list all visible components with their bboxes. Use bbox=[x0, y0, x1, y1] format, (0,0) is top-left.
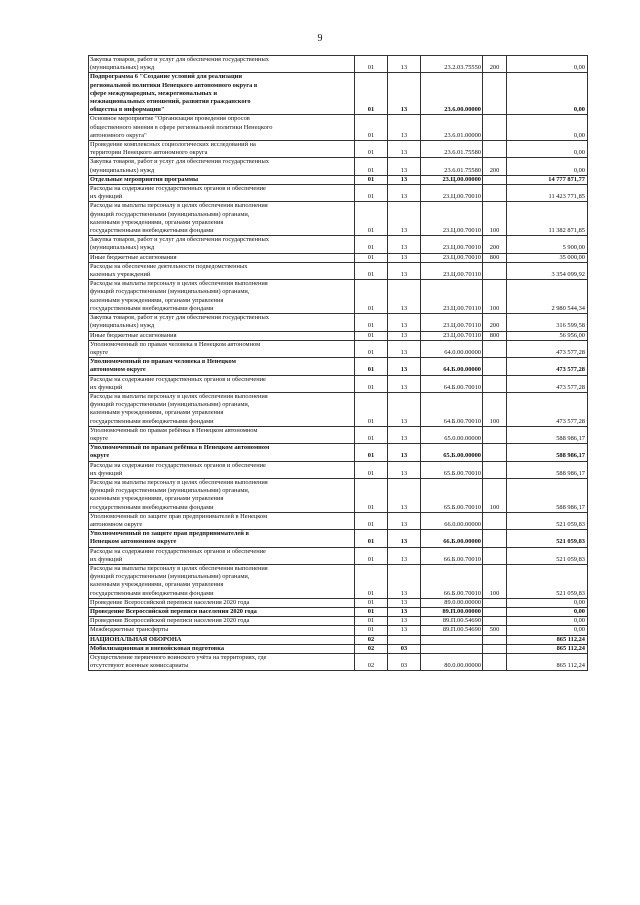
row-name-cell bbox=[89, 564, 355, 598]
subsection-code-cell: 13 bbox=[388, 158, 421, 175]
subsection-code-cell: 13 bbox=[388, 115, 421, 141]
expense-type-cell bbox=[483, 115, 507, 141]
row-name-text: Закупка товаров, работ и услуг для обеспечения государственных (муниципальных) нужд bbox=[90, 314, 269, 330]
row-name-text: Иные бюджетные ассигнования bbox=[90, 253, 177, 261]
subsection-code-cell: 13 bbox=[388, 73, 421, 115]
row-name-text: Расходы на содержание государственных органов и обеспечение их функций bbox=[90, 461, 266, 477]
row-name-cell bbox=[89, 426, 355, 443]
row-name-text: НАЦИОНАЛЬНАЯ ОБОРОНА bbox=[90, 635, 182, 643]
table-row bbox=[89, 262, 588, 279]
table-row bbox=[89, 478, 588, 512]
expense-type-cell: 100 bbox=[483, 478, 507, 512]
section-code-cell: 01 bbox=[355, 444, 388, 461]
amount-cell: 0,00 bbox=[507, 73, 588, 115]
subsection-code-cell: 13 bbox=[388, 236, 421, 253]
row-name-cell bbox=[89, 635, 355, 644]
table-row bbox=[89, 530, 588, 547]
expense-type-cell: 200 bbox=[483, 314, 507, 331]
row-name-text: Межбюджетные трансферты bbox=[90, 626, 169, 634]
table-row bbox=[89, 512, 588, 529]
amount-cell: 0,00 bbox=[507, 626, 588, 635]
row-name-cell bbox=[89, 253, 355, 262]
expense-type-cell: 200 bbox=[483, 236, 507, 253]
table-row bbox=[89, 280, 588, 314]
amount-cell: 588 986,17 bbox=[507, 426, 588, 443]
section-code-cell: 01 bbox=[355, 608, 388, 617]
amount-cell: 865 112,24 bbox=[507, 635, 588, 644]
row-name-text: Расходы на выплаты персоналу в целях обеспечения выполнения функций государственными (муниципальными) органами, казенными учреждениями, органами управления государственными внебюджетными фондами bbox=[90, 564, 268, 597]
row-name-text: Расходы на содержание государственных органов и обеспечение их функций bbox=[90, 185, 266, 201]
amount-cell: 5 900,00 bbox=[507, 236, 588, 253]
section-code-cell: 01 bbox=[355, 340, 388, 357]
table-row bbox=[89, 175, 588, 184]
subsection-code-cell: 13 bbox=[388, 202, 421, 236]
expense-type-cell bbox=[483, 512, 507, 529]
subsection-code-cell: 13 bbox=[388, 331, 421, 340]
amount-cell: 865 112,24 bbox=[507, 654, 588, 671]
amount-cell: 0,00 bbox=[507, 608, 588, 617]
row-name-text: Расходы на выплаты персоналу в целях обеспечения выполнения функций государственными (муниципальными) органами, казенными учреждениями, органами управления государственными внебюджетными фондами bbox=[90, 392, 268, 425]
section-code-cell: 01 bbox=[355, 73, 388, 115]
amount-cell: 3 354 099,92 bbox=[507, 262, 588, 279]
row-name-text: Мобилизационная и вневойсковая подготовка bbox=[90, 644, 225, 652]
subsection-code-cell: 13 bbox=[388, 141, 421, 158]
expense-type-cell bbox=[483, 547, 507, 564]
section-code-cell: 01 bbox=[355, 253, 388, 262]
expense-type-cell: 100 bbox=[483, 564, 507, 598]
row-name-cell bbox=[89, 547, 355, 564]
row-name-cell bbox=[89, 280, 355, 314]
row-name-text: Осуществление первичного воинского учёта на территориях, где отсутствуют военные комиссариаты bbox=[90, 654, 267, 670]
row-name-cell bbox=[89, 331, 355, 340]
subsection-code-cell: 13 bbox=[388, 280, 421, 314]
section-code-cell: 01 bbox=[355, 426, 388, 443]
amount-cell: 316 599,58 bbox=[507, 314, 588, 331]
row-name-cell bbox=[89, 202, 355, 236]
row-name-cell bbox=[89, 175, 355, 184]
expense-type-cell bbox=[483, 185, 507, 202]
table-row bbox=[89, 236, 588, 253]
section-code-cell: 02 bbox=[355, 644, 388, 653]
section-code-cell: 01 bbox=[355, 530, 388, 547]
section-code-cell: 01 bbox=[355, 626, 388, 635]
subsection-code-cell: 13 bbox=[388, 426, 421, 443]
expense-type-cell: 500 bbox=[483, 626, 507, 635]
target-code-cell: 66.Б.00.00000 bbox=[421, 530, 483, 547]
subsection-code-cell: 13 bbox=[388, 340, 421, 357]
target-code-cell: 23.Ц.00.00000 bbox=[421, 175, 483, 184]
expense-type-cell: 100 bbox=[483, 392, 507, 426]
row-name-text: Уполномоченный по правам ребёнка в Ненецком автономном округе bbox=[90, 444, 270, 460]
section-code-cell: 01 bbox=[355, 461, 388, 478]
row-name-text: Закупка товаров, работ и услуг для обеспечения государственных (муниципальных) нужд bbox=[90, 236, 269, 252]
amount-cell: 521 059,83 bbox=[507, 564, 588, 598]
expense-type-cell: 800 bbox=[483, 253, 507, 262]
target-code-cell: 23.6.01.75580 bbox=[421, 158, 483, 175]
table-row bbox=[89, 56, 588, 73]
table-row bbox=[89, 564, 588, 598]
amount-cell: 0,00 bbox=[507, 158, 588, 175]
subsection-code-cell: 13 bbox=[388, 262, 421, 279]
target-code-cell: 89.П.00.54690 bbox=[421, 626, 483, 635]
amount-cell: 0,00 bbox=[507, 617, 588, 626]
amount-cell: 14 777 871,77 bbox=[507, 175, 588, 184]
row-name-cell bbox=[89, 158, 355, 175]
target-code-cell: 23.Ц.00.70110 bbox=[421, 262, 483, 279]
section-code-cell: 01 bbox=[355, 280, 388, 314]
target-code-cell: 23.Ц.00.70010 bbox=[421, 202, 483, 236]
row-name-text: Отдельные мероприятия программы bbox=[90, 175, 199, 183]
row-name-cell bbox=[89, 608, 355, 617]
row-name-text: Иные бюджетные ассигнования bbox=[90, 331, 177, 339]
section-code-cell: 01 bbox=[355, 564, 388, 598]
target-code-cell: 66.0.00.00000 bbox=[421, 512, 483, 529]
row-name-cell bbox=[89, 141, 355, 158]
table-row bbox=[89, 654, 588, 671]
table-row bbox=[89, 358, 588, 375]
target-code-cell: 23.6.01.00000 bbox=[421, 115, 483, 141]
amount-cell: 865 112,24 bbox=[507, 644, 588, 653]
target-code-cell bbox=[421, 644, 483, 653]
target-code-cell: 64.Б.00.70010 bbox=[421, 375, 483, 392]
table-row bbox=[89, 253, 588, 262]
subsection-code-cell: 13 bbox=[388, 512, 421, 529]
row-name-cell bbox=[89, 392, 355, 426]
subsection-code-cell: 13 bbox=[388, 626, 421, 635]
target-code-cell: 23.Ц.00.70110 bbox=[421, 280, 483, 314]
table-row bbox=[89, 617, 588, 626]
target-code-cell bbox=[421, 635, 483, 644]
subsection-code-cell: 13 bbox=[388, 461, 421, 478]
amount-cell: 521 059,83 bbox=[507, 512, 588, 529]
row-name-text: Уполномоченный по правам ребёнка в Ненецком автономном округе bbox=[90, 426, 258, 442]
subsection-code-cell: 03 bbox=[388, 644, 421, 653]
section-code-cell: 01 bbox=[355, 375, 388, 392]
row-name-text: Закупка товаров, работ и услуг для обеспечения государственных (муниципальных) нужд bbox=[90, 158, 269, 174]
subsection-code-cell: 13 bbox=[388, 478, 421, 512]
row-name-cell bbox=[89, 617, 355, 626]
target-code-cell: 64.Б.00.70010 bbox=[421, 392, 483, 426]
subsection-code-cell: 13 bbox=[388, 314, 421, 331]
row-name-cell bbox=[89, 73, 355, 115]
expense-type-cell bbox=[483, 444, 507, 461]
expense-type-cell bbox=[483, 644, 507, 653]
expense-type-cell bbox=[483, 141, 507, 158]
row-name-text: Расходы на выплаты персоналу в целях обеспечения выполнения функций государственными (муниципальными) органами, казенными учреждениями, органами управления государственными внебюджетными фондами bbox=[90, 280, 268, 312]
row-name-cell bbox=[89, 598, 355, 607]
target-code-cell: 23.Ц.00.70010 bbox=[421, 253, 483, 262]
expense-type-cell bbox=[483, 461, 507, 478]
amount-cell: 0,00 bbox=[507, 598, 588, 607]
expense-type-cell bbox=[483, 608, 507, 617]
row-name-text: Основное мероприятие "Организация проведения опросов общественного мнения в сфере региональной политики Ненецкого автономного округа" bbox=[90, 115, 273, 139]
table-row bbox=[89, 444, 588, 461]
table-row bbox=[89, 635, 588, 644]
row-name-text: Закупка товаров, работ и услуг для обеспечения государственных (муниципальных) нужд bbox=[90, 56, 269, 72]
row-name-text: Уполномоченный по правам человека в Ненецком автономном округе bbox=[90, 358, 236, 374]
row-name-cell bbox=[89, 512, 355, 529]
table-row bbox=[89, 547, 588, 564]
target-code-cell: 65.Б.00.70010 bbox=[421, 478, 483, 512]
expense-type-cell bbox=[483, 635, 507, 644]
table-row bbox=[89, 426, 588, 443]
expense-type-cell: 200 bbox=[483, 56, 507, 73]
row-name-text: Уполномоченный по защите прав предпринимателей в Ненецком автономном округе bbox=[90, 512, 268, 528]
target-code-cell: 23.Ц.00.70110 bbox=[421, 314, 483, 331]
table-row bbox=[89, 202, 588, 236]
table-row bbox=[89, 158, 588, 175]
row-name-text: Расходы на обеспечение деятельности подведомственных казенных учреждений bbox=[90, 262, 248, 279]
row-name-text: Проведение Всероссийской переписи населения 2020 года bbox=[90, 598, 250, 606]
subsection-code-cell: 13 bbox=[388, 253, 421, 262]
amount-cell: 588 986,17 bbox=[507, 444, 588, 461]
expense-type-cell bbox=[483, 175, 507, 184]
expense-type-cell bbox=[483, 530, 507, 547]
target-code-cell: 23.6.01.75580 bbox=[421, 141, 483, 158]
amount-cell: 0,00 bbox=[507, 141, 588, 158]
section-code-cell: 01 bbox=[355, 141, 388, 158]
table-row bbox=[89, 598, 588, 607]
section-code-cell: 01 bbox=[355, 392, 388, 426]
table-row bbox=[89, 115, 588, 141]
row-name-cell bbox=[89, 626, 355, 635]
target-code-cell: 23.6.00.00000 bbox=[421, 73, 483, 115]
subsection-code-cell: 13 bbox=[388, 564, 421, 598]
section-code-cell: 01 bbox=[355, 236, 388, 253]
row-name-cell bbox=[89, 236, 355, 253]
row-name-text: Расходы на выплаты персоналу в целях обеспечения выполнения функций государственными (муниципальными) органами, казенными учреждениями, органами управления государственными внебюджетными фондами bbox=[90, 478, 268, 511]
table-row bbox=[89, 340, 588, 357]
table-row bbox=[89, 314, 588, 331]
budget-table bbox=[88, 55, 588, 671]
expense-type-cell: 100 bbox=[483, 280, 507, 314]
row-name-text: Уполномоченный по правам человека в Ненецком автономном округе bbox=[90, 340, 261, 356]
subsection-code-cell: 13 bbox=[388, 358, 421, 375]
section-code-cell: 01 bbox=[355, 617, 388, 626]
expense-type-cell bbox=[483, 358, 507, 375]
expense-type-cell: 100 bbox=[483, 202, 507, 236]
subsection-code-cell: 13 bbox=[388, 617, 421, 626]
target-code-cell: 89.0.00.00000 bbox=[421, 598, 483, 607]
row-name-cell bbox=[89, 530, 355, 547]
expense-type-cell bbox=[483, 262, 507, 279]
amount-cell: 0,00 bbox=[507, 115, 588, 141]
target-code-cell: 65.Б.00.70010 bbox=[421, 461, 483, 478]
row-name-text: Расходы на выплаты персоналу в целях обеспечения выполнения функций государственными (муниципальными) органами, казенными учреждениями, органами управления государственными внебюджетными фондами bbox=[90, 202, 268, 235]
row-name-cell bbox=[89, 375, 355, 392]
row-name-text: Проведение Всероссийской переписи населения 2020 года bbox=[90, 617, 250, 625]
target-code-cell: 65.0.00.00000 bbox=[421, 426, 483, 443]
table-row bbox=[89, 392, 588, 426]
expense-type-cell: 800 bbox=[483, 331, 507, 340]
target-code-cell: 23.Ц.00.70110 bbox=[421, 331, 483, 340]
subsection-code-cell: 13 bbox=[388, 175, 421, 184]
subsection-code-cell: 03 bbox=[388, 654, 421, 671]
amount-cell: 56 956,00 bbox=[507, 331, 588, 340]
amount-cell: 473 577,28 bbox=[507, 375, 588, 392]
row-name-text: Уполномоченный по защите прав предпринимателей в Ненецком автономном округе bbox=[90, 530, 250, 546]
section-code-cell: 02 bbox=[355, 654, 388, 671]
amount-cell: 11 382 871,85 bbox=[507, 202, 588, 236]
section-code-cell: 01 bbox=[355, 115, 388, 141]
row-name-cell bbox=[89, 478, 355, 512]
section-code-cell: 01 bbox=[355, 512, 388, 529]
amount-cell: 35 000,00 bbox=[507, 253, 588, 262]
subsection-code-cell: 13 bbox=[388, 608, 421, 617]
expense-type-cell bbox=[483, 73, 507, 115]
table-row bbox=[89, 141, 588, 158]
subsection-code-cell: 13 bbox=[388, 530, 421, 547]
amount-cell: 11 423 771,85 bbox=[507, 185, 588, 202]
row-name-cell bbox=[89, 444, 355, 461]
amount-cell: 588 986,17 bbox=[507, 478, 588, 512]
row-name-text: Проведение Всероссийской переписи населения 2020 года bbox=[90, 608, 257, 615]
section-code-cell: 01 bbox=[355, 478, 388, 512]
target-code-cell: 23.Ц.00.70010 bbox=[421, 236, 483, 253]
subsection-code-cell bbox=[388, 635, 421, 644]
section-code-cell: 01 bbox=[355, 314, 388, 331]
subsection-code-cell: 13 bbox=[388, 56, 421, 73]
amount-cell: 0,00 bbox=[507, 56, 588, 73]
section-code-cell: 01 bbox=[355, 547, 388, 564]
section-code-cell: 01 bbox=[355, 202, 388, 236]
expense-type-cell bbox=[483, 654, 507, 671]
amount-cell: 521 059,83 bbox=[507, 547, 588, 564]
amount-cell: 521 059,83 bbox=[507, 530, 588, 547]
section-code-cell: 01 bbox=[355, 175, 388, 184]
target-code-cell: 66.Б.00.70010 bbox=[421, 547, 483, 564]
row-name-text: Подпрограмма 6 "Создание условий для реализации региональной политики Ненецкого автономного округа в сфере международных, межрегиональных и межнациональных отношений, развития гражданского общества в информации" bbox=[90, 73, 258, 114]
section-code-cell: 01 bbox=[355, 598, 388, 607]
table-row bbox=[89, 375, 588, 392]
amount-cell: 2 980 544,34 bbox=[507, 280, 588, 314]
row-name-text: Расходы на содержание государственных органов и обеспечение их функций bbox=[90, 547, 266, 563]
section-code-cell: 02 bbox=[355, 635, 388, 644]
section-code-cell: 01 bbox=[355, 262, 388, 279]
subsection-code-cell: 13 bbox=[388, 392, 421, 426]
subsection-code-cell: 13 bbox=[388, 444, 421, 461]
section-code-cell: 01 bbox=[355, 358, 388, 375]
section-code-cell: 01 bbox=[355, 158, 388, 175]
row-name-cell bbox=[89, 56, 355, 73]
table-row bbox=[89, 73, 588, 115]
section-code-cell: 01 bbox=[355, 56, 388, 73]
subsection-code-cell: 13 bbox=[388, 547, 421, 564]
subsection-code-cell: 13 bbox=[388, 185, 421, 202]
row-name-cell bbox=[89, 644, 355, 653]
amount-cell: 473 577,28 bbox=[507, 358, 588, 375]
section-code-cell: 01 bbox=[355, 185, 388, 202]
subsection-code-cell: 13 bbox=[388, 375, 421, 392]
target-code-cell: 80.0.00.00000 bbox=[421, 654, 483, 671]
target-code-cell: 66.Б.00.70010 bbox=[421, 564, 483, 598]
target-code-cell: 64.Б.00.00000 bbox=[421, 358, 483, 375]
row-name-cell bbox=[89, 314, 355, 331]
amount-cell: 473 577,28 bbox=[507, 392, 588, 426]
table-row bbox=[89, 331, 588, 340]
subsection-code-cell: 13 bbox=[388, 598, 421, 607]
amount-cell: 588 986,17 bbox=[507, 461, 588, 478]
expense-type-cell bbox=[483, 340, 507, 357]
expense-type-cell bbox=[483, 598, 507, 607]
target-code-cell: 64.0.00.00000 bbox=[421, 340, 483, 357]
expense-type-cell bbox=[483, 375, 507, 392]
expense-type-cell: 200 bbox=[483, 158, 507, 175]
amount-cell: 473 577,28 bbox=[507, 340, 588, 357]
table-body bbox=[89, 56, 588, 671]
page-number: 9 bbox=[317, 33, 323, 44]
row-name-cell bbox=[89, 262, 355, 279]
row-name-cell bbox=[89, 340, 355, 357]
row-name-text: Проведение комплексных социологических исследований на территории Ненецкого автономного округа bbox=[90, 141, 256, 157]
table-row bbox=[89, 461, 588, 478]
table-row bbox=[89, 608, 588, 617]
section-code-cell: 01 bbox=[355, 331, 388, 340]
expense-type-cell bbox=[483, 426, 507, 443]
table-row bbox=[89, 626, 588, 635]
row-name-cell bbox=[89, 461, 355, 478]
row-name-text: Расходы на содержание государственных органов и обеспечение их функций bbox=[90, 375, 266, 391]
target-code-cell: 23.Ц.00.70010 bbox=[421, 185, 483, 202]
target-code-cell: 89.П.00.00000 bbox=[421, 608, 483, 617]
expense-type-cell bbox=[483, 617, 507, 626]
row-name-cell bbox=[89, 115, 355, 141]
target-code-cell: 23.2.03.75550 bbox=[421, 56, 483, 73]
target-code-cell: 65.Б.00.00000 bbox=[421, 444, 483, 461]
target-code-cell: 89.П.00.54690 bbox=[421, 617, 483, 626]
table-row bbox=[89, 185, 588, 202]
row-name-cell bbox=[89, 358, 355, 375]
row-name-cell bbox=[89, 185, 355, 202]
row-name-cell bbox=[89, 654, 355, 671]
table-row bbox=[89, 644, 588, 653]
